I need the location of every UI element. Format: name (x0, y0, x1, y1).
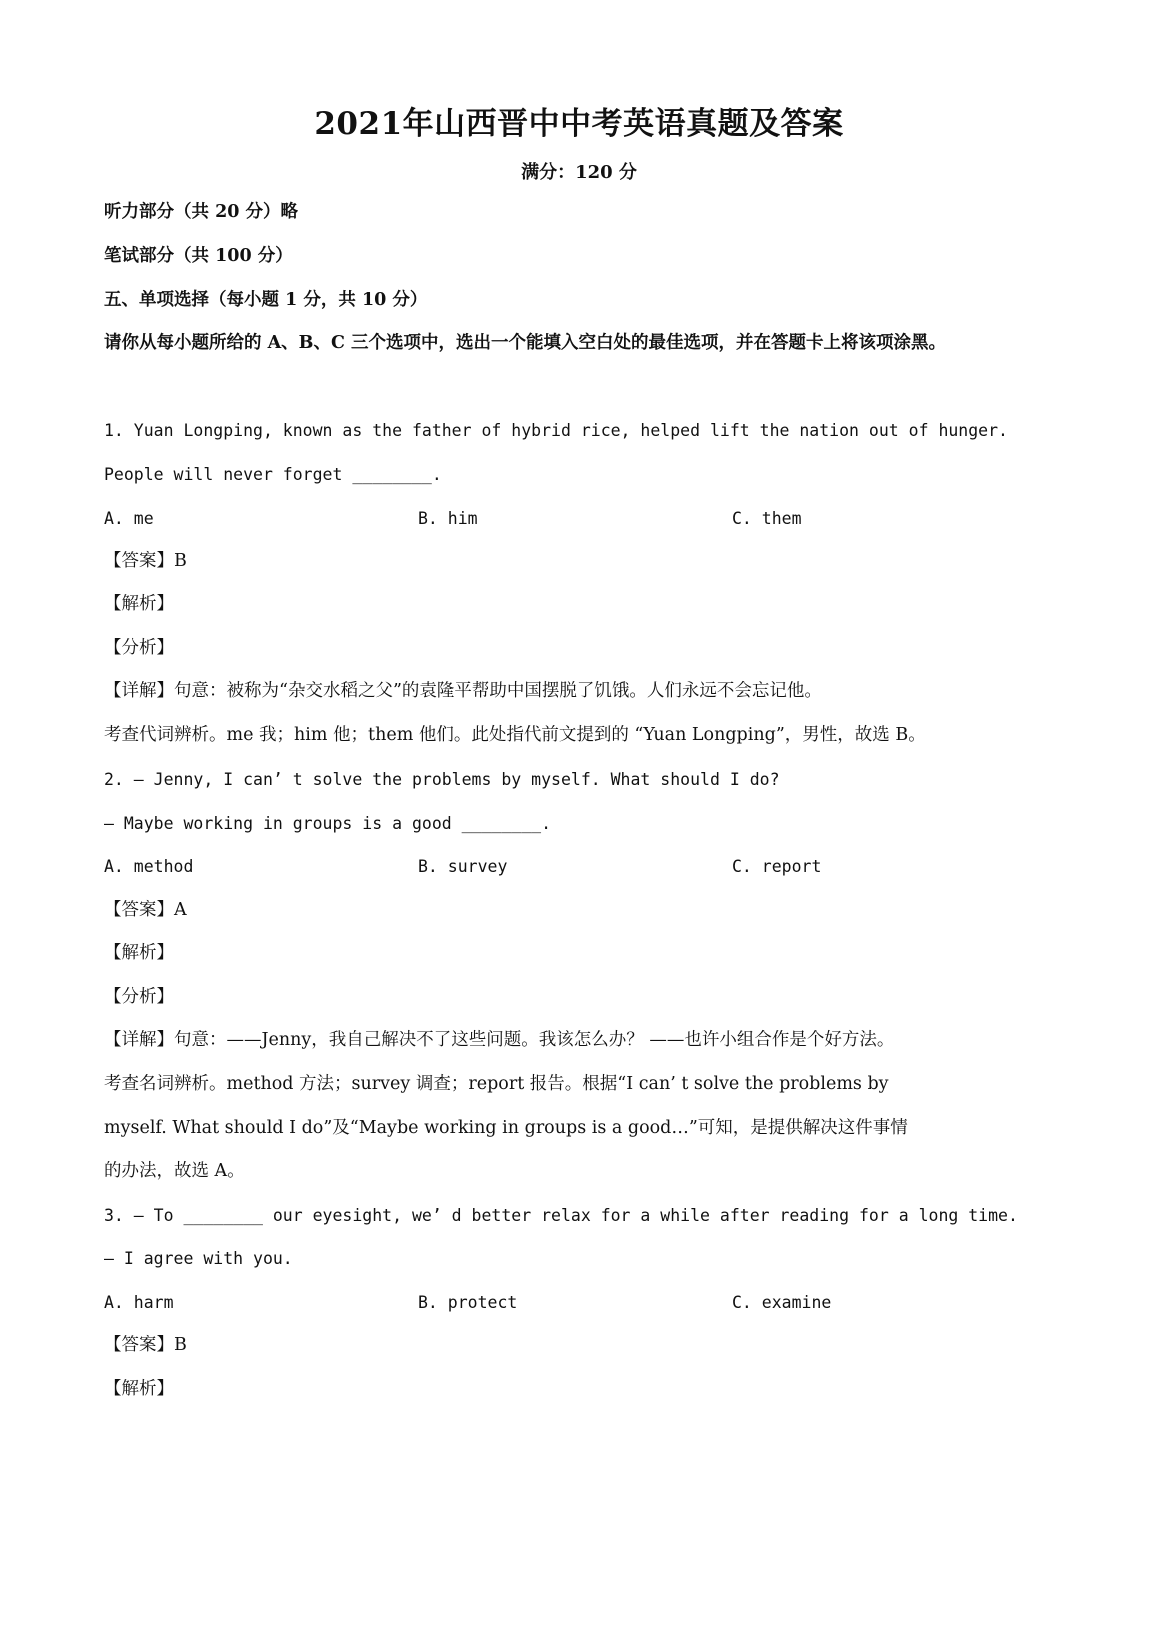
question-2-option-c: C. report (732, 857, 822, 876)
question-2-answer: 【答案】A (104, 900, 187, 920)
question-3-jiexi: 【解析】 (104, 1379, 174, 1399)
question-2-option-b: B. survey (418, 857, 508, 876)
question-1-answer: 【答案】B (104, 551, 187, 571)
question-2-stem-line2: — Maybe working in groups is a good ________. (104, 814, 552, 833)
question-1-option-b: B. him (418, 509, 478, 528)
question-1-detail-line1: 【详解】句意：被称为“杂交水稻之父”的袁隆平帮助中国摆脱了饥饿。人们永远不会忘记他。 (104, 681, 822, 701)
question-3-option-b: B. protect (418, 1293, 518, 1312)
question-1-option-a: A. me (104, 509, 154, 528)
question-1-jiexi: 【解析】 (104, 594, 174, 614)
question-1-option-c: C. them (732, 509, 802, 528)
question-3-option-c: C. examine (732, 1293, 832, 1312)
question-3-answer: 【答案】B (104, 1335, 187, 1355)
question-2-detail-line3: myself. What should I do”及“Maybe working in groups is a good…”可知，是提供解决这件事情 (104, 1118, 908, 1138)
question-3-stem-line2: — I agree with you. (104, 1249, 293, 1268)
question-3-stem-line1: 3. — To ________ our eyesight, we’ d better relax for a while after reading for a long time. (104, 1206, 1018, 1225)
question-1-stem-line2: People will never forget ________. (104, 465, 442, 484)
question-3-option-a: A. harm (104, 1293, 174, 1312)
section-part5: 五、单项选择（每小题 1 分，共 10 分） (104, 290, 428, 310)
question-2-detail-line2: 考查名词辨析。method 方法；survey 调查；report 报告。根据“I can’ t solve the problems by (104, 1074, 889, 1094)
document-title: 2021年山西晋中中考英语真题及答案 (314, 106, 844, 142)
question-1-fenxi: 【分析】 (104, 638, 174, 658)
question-1-detail-line2: 考查代词辨析。me 我；him 他；them 他们。此处指代前文提到的 “Yuan Longping”，男性，故选 B。 (104, 725, 926, 745)
question-2-jiexi: 【解析】 (104, 943, 174, 963)
section-instruction: 请你从每小题所给的 A、B、C 三个选项中，选出一个能填入空白处的最佳选项，并在答题卡上将该项涂黑。 (104, 333, 946, 353)
section-writing: 笔试部分（共 100 分） (104, 246, 293, 266)
question-1-stem-line1: 1. Yuan Longping, known as the father of hybrid rice, helped lift the nation out of hunger. (104, 421, 1008, 440)
question-2-stem-line1: 2. — Jenny, I can’ t solve the problems by myself. What should I do? (104, 770, 780, 789)
question-2-detail-line1: 【详解】句意：——Jenny，我自己解决不了这些问题。我该怎么办？ ——也许小组合作是个好方法。 (104, 1030, 895, 1050)
question-2-fenxi: 【分析】 (104, 987, 174, 1007)
section-listening: 听力部分（共 20 分）略 (104, 202, 299, 222)
full-score: 满分：120 分 (521, 162, 637, 183)
question-2-option-a: A. method (104, 857, 194, 876)
question-2-detail-line4: 的办法，故选 A。 (104, 1161, 245, 1181)
